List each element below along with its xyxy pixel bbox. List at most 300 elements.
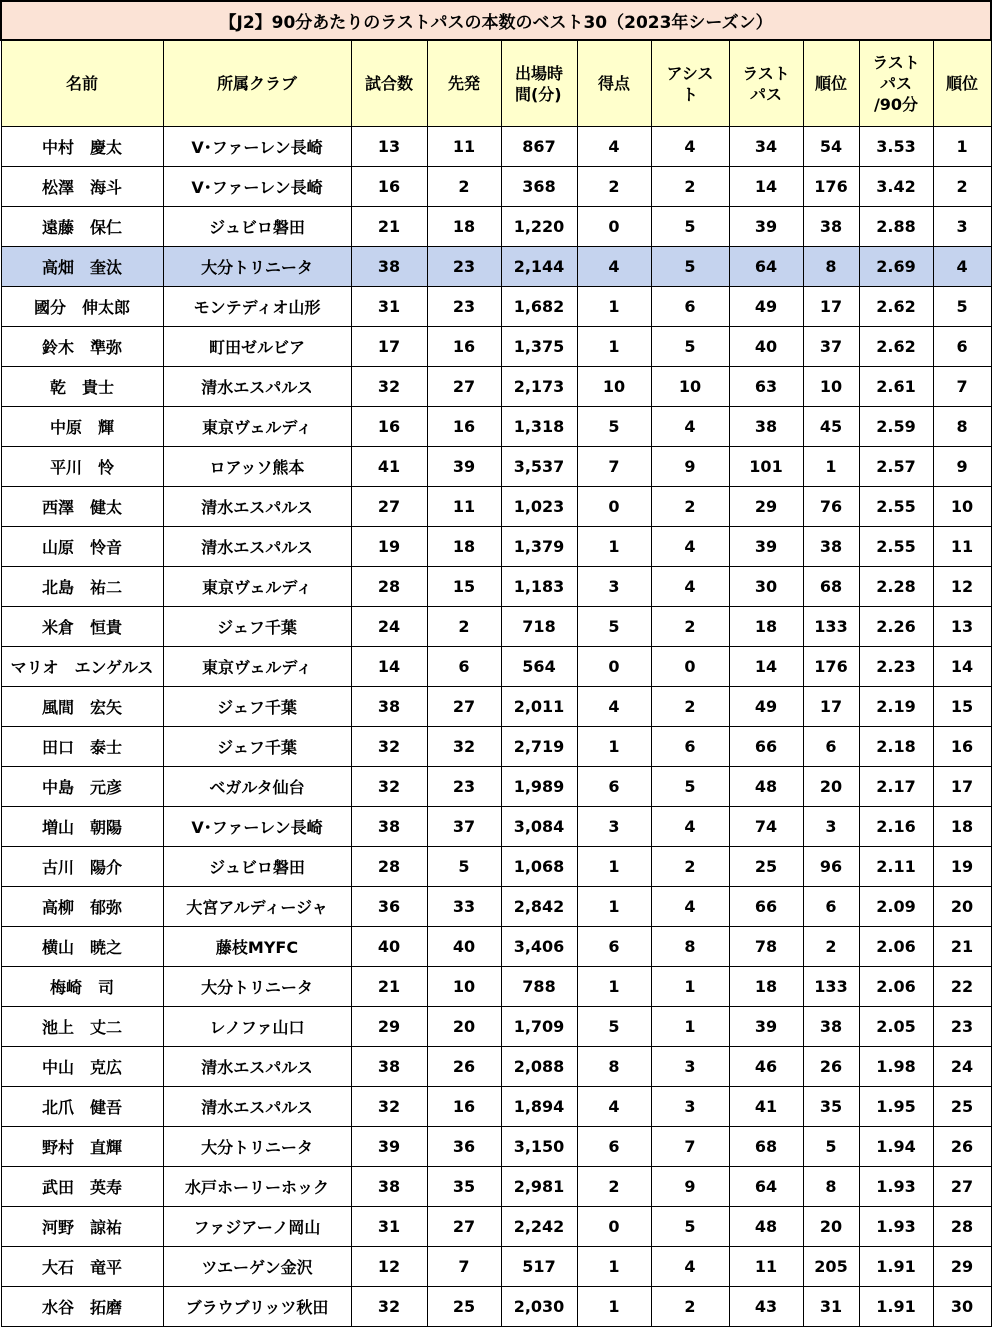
player-name: 國分 伸太郎 <box>1 287 163 327</box>
rank-cell: 6 <box>803 727 859 767</box>
lastpass-cell: 49 <box>729 687 803 727</box>
table-title: 【J2】90分あたりのラストパスの本数のベスト30（2023年シーズン） <box>1 1 991 40</box>
starts-cell: 15 <box>427 567 501 607</box>
starts-cell: 27 <box>427 687 501 727</box>
starts-cell: 10 <box>427 967 501 1007</box>
starts-cell: 23 <box>427 287 501 327</box>
table-row <box>1 367 991 407</box>
rank-cell: 38 <box>803 207 859 247</box>
lastpass-cell: 18 <box>729 967 803 1007</box>
minutes-cell: 1,183 <box>501 567 577 607</box>
rank-per90-cell: 16 <box>933 727 991 767</box>
goals-cell: 1 <box>577 887 651 927</box>
table-row <box>1 1007 991 1047</box>
goals-cell: 1 <box>577 727 651 767</box>
assists-cell: 5 <box>651 247 729 287</box>
player-name: 鈴木 準弥 <box>1 327 163 367</box>
rank-per90-cell: 12 <box>933 567 991 607</box>
goals-cell: 4 <box>577 127 651 167</box>
club-name: V･ファーレン長崎 <box>163 127 351 167</box>
club-name: ジェフ千葉 <box>163 687 351 727</box>
rank-per90-cell: 27 <box>933 1167 991 1207</box>
table-row <box>1 1207 991 1247</box>
matches-cell: 17 <box>351 327 427 367</box>
header-lastpass-per90: ラスト パス /90分 <box>859 40 933 127</box>
rank-per90-cell: 1 <box>933 127 991 167</box>
club-name: 大分トリニータ <box>163 247 351 287</box>
table-row <box>1 287 991 327</box>
player-name: 松澤 海斗 <box>1 167 163 207</box>
lastpass-per90-cell: 2.28 <box>859 567 933 607</box>
matches-cell: 32 <box>351 1287 427 1327</box>
rank-per90-cell: 6 <box>933 327 991 367</box>
rank-cell: 45 <box>803 407 859 447</box>
matches-cell: 32 <box>351 1087 427 1127</box>
table-row <box>1 487 991 527</box>
assists-cell: 5 <box>651 767 729 807</box>
rank-per90-cell: 29 <box>933 1247 991 1287</box>
player-name: 野村 直輝 <box>1 1127 163 1167</box>
starts-cell: 2 <box>427 167 501 207</box>
matches-cell: 32 <box>351 727 427 767</box>
club-name: ツエーゲン金沢 <box>163 1247 351 1287</box>
assists-cell: 2 <box>651 607 729 647</box>
player-name: 北島 祐二 <box>1 567 163 607</box>
rank-cell: 176 <box>803 167 859 207</box>
minutes-cell: 718 <box>501 607 577 647</box>
table-row <box>1 1167 991 1207</box>
lastpass-cell: 64 <box>729 1167 803 1207</box>
table-row <box>1 1247 991 1287</box>
header-row <box>1 40 991 127</box>
player-name: 高柳 郁弥 <box>1 887 163 927</box>
goals-cell: 0 <box>577 1207 651 1247</box>
starts-cell: 18 <box>427 207 501 247</box>
matches-cell: 32 <box>351 367 427 407</box>
lastpass-per90-cell: 2.11 <box>859 847 933 887</box>
goals-cell: 6 <box>577 927 651 967</box>
player-name: 中原 輝 <box>1 407 163 447</box>
starts-cell: 26 <box>427 1047 501 1087</box>
matches-cell: 27 <box>351 487 427 527</box>
matches-cell: 24 <box>351 607 427 647</box>
lastpass-cell: 29 <box>729 487 803 527</box>
table-row <box>1 167 991 207</box>
goals-cell: 0 <box>577 647 651 687</box>
assists-cell: 10 <box>651 367 729 407</box>
starts-cell: 25 <box>427 1287 501 1327</box>
rank-per90-cell: 30 <box>933 1287 991 1327</box>
club-name: 水戸ホーリーホック <box>163 1167 351 1207</box>
matches-cell: 38 <box>351 1047 427 1087</box>
minutes-cell: 564 <box>501 647 577 687</box>
lastpass-cell: 48 <box>729 1207 803 1247</box>
lastpass-cell: 40 <box>729 327 803 367</box>
goals-cell: 2 <box>577 1167 651 1207</box>
matches-cell: 21 <box>351 207 427 247</box>
table-row <box>1 567 991 607</box>
lastpass-cell: 18 <box>729 607 803 647</box>
club-name: ファジアーノ岡山 <box>163 1207 351 1247</box>
rank-cell: 37 <box>803 327 859 367</box>
club-name: モンテディオ山形 <box>163 287 351 327</box>
rank-cell: 68 <box>803 567 859 607</box>
minutes-cell: 1,220 <box>501 207 577 247</box>
player-name: 増山 朝陽 <box>1 807 163 847</box>
starts-cell: 7 <box>427 1247 501 1287</box>
player-name: 米倉 恒貴 <box>1 607 163 647</box>
player-name: 河野 諒祐 <box>1 1207 163 1247</box>
assists-cell: 2 <box>651 487 729 527</box>
minutes-cell: 2,011 <box>501 687 577 727</box>
lastpass-cell: 78 <box>729 927 803 967</box>
minutes-cell: 1,894 <box>501 1087 577 1127</box>
assists-cell: 4 <box>651 567 729 607</box>
minutes-cell: 788 <box>501 967 577 1007</box>
club-name: ジェフ千葉 <box>163 607 351 647</box>
minutes-cell: 1,682 <box>501 287 577 327</box>
goals-cell: 6 <box>577 767 651 807</box>
lastpass-per90-cell: 2.62 <box>859 327 933 367</box>
lastpass-per90-cell: 2.16 <box>859 807 933 847</box>
club-name: 藤枝MYFC <box>163 927 351 967</box>
matches-cell: 36 <box>351 887 427 927</box>
goals-cell: 3 <box>577 807 651 847</box>
header-matches: 試合数 <box>351 40 427 127</box>
assists-cell: 8 <box>651 927 729 967</box>
table-row <box>1 127 991 167</box>
lastpass-per90-cell: 2.62 <box>859 287 933 327</box>
rank-per90-cell: 26 <box>933 1127 991 1167</box>
starts-cell: 40 <box>427 927 501 967</box>
lastpass-per90-cell: 1.93 <box>859 1167 933 1207</box>
header-name: 名前 <box>1 40 163 127</box>
lastpass-per90-cell: 2.57 <box>859 447 933 487</box>
player-name: 乾 貴士 <box>1 367 163 407</box>
rank-cell: 20 <box>803 767 859 807</box>
club-name: ジュビロ磐田 <box>163 847 351 887</box>
matches-cell: 21 <box>351 967 427 1007</box>
table-row <box>1 247 991 287</box>
header-rank: 順位 <box>803 40 859 127</box>
player-name: 中山 克広 <box>1 1047 163 1087</box>
lastpass-per90-cell: 1.91 <box>859 1247 933 1287</box>
table-row <box>1 647 991 687</box>
lastpass-cell: 68 <box>729 1127 803 1167</box>
rank-cell: 205 <box>803 1247 859 1287</box>
minutes-cell: 2,088 <box>501 1047 577 1087</box>
player-name: 梅崎 司 <box>1 967 163 1007</box>
matches-cell: 12 <box>351 1247 427 1287</box>
assists-cell: 4 <box>651 527 729 567</box>
goals-cell: 5 <box>577 607 651 647</box>
club-name: 清水エスパルス <box>163 367 351 407</box>
player-name: 北爪 健吾 <box>1 1087 163 1127</box>
rank-per90-cell: 7 <box>933 367 991 407</box>
rank-per90-cell: 13 <box>933 607 991 647</box>
assists-cell: 5 <box>651 327 729 367</box>
lastpass-cell: 38 <box>729 407 803 447</box>
table-row <box>1 327 991 367</box>
assists-cell: 9 <box>651 447 729 487</box>
rank-per90-cell: 4 <box>933 247 991 287</box>
club-name: 東京ヴェルディ <box>163 567 351 607</box>
lastpass-cell: 46 <box>729 1047 803 1087</box>
rank-per90-cell: 19 <box>933 847 991 887</box>
assists-cell: 7 <box>651 1127 729 1167</box>
player-name: 田口 泰士 <box>1 727 163 767</box>
starts-cell: 23 <box>427 767 501 807</box>
matches-cell: 19 <box>351 527 427 567</box>
club-name: 大宮アルディージャ <box>163 887 351 927</box>
minutes-cell: 3,150 <box>501 1127 577 1167</box>
player-name: 中村 慶太 <box>1 127 163 167</box>
goals-cell: 1 <box>577 287 651 327</box>
rank-cell: 17 <box>803 687 859 727</box>
lastpass-per90-cell: 2.19 <box>859 687 933 727</box>
assists-cell: 4 <box>651 127 729 167</box>
assists-cell: 0 <box>651 647 729 687</box>
club-name: ベガルタ仙台 <box>163 767 351 807</box>
minutes-cell: 1,023 <box>501 487 577 527</box>
rank-cell: 76 <box>803 487 859 527</box>
lastpass-cell: 25 <box>729 847 803 887</box>
lastpass-per90-cell: 2.18 <box>859 727 933 767</box>
rank-cell: 26 <box>803 1047 859 1087</box>
goals-cell: 1 <box>577 527 651 567</box>
starts-cell: 32 <box>427 727 501 767</box>
matches-cell: 38 <box>351 247 427 287</box>
rank-cell: 96 <box>803 847 859 887</box>
lastpass-cell: 39 <box>729 527 803 567</box>
lastpass-cell: 30 <box>729 567 803 607</box>
club-name: 東京ヴェルディ <box>163 407 351 447</box>
assists-cell: 2 <box>651 847 729 887</box>
lastpass-cell: 14 <box>729 647 803 687</box>
lastpass-cell: 101 <box>729 447 803 487</box>
minutes-cell: 3,406 <box>501 927 577 967</box>
assists-cell: 2 <box>651 687 729 727</box>
minutes-cell: 2,030 <box>501 1287 577 1327</box>
goals-cell: 4 <box>577 247 651 287</box>
assists-cell: 9 <box>651 1167 729 1207</box>
club-name: 東京ヴェルディ <box>163 647 351 687</box>
goals-cell: 5 <box>577 407 651 447</box>
rank-cell: 5 <box>803 1127 859 1167</box>
matches-cell: 40 <box>351 927 427 967</box>
goals-cell: 1 <box>577 847 651 887</box>
starts-cell: 11 <box>427 127 501 167</box>
starts-cell: 33 <box>427 887 501 927</box>
lastpass-per90-cell: 2.61 <box>859 367 933 407</box>
rank-cell: 10 <box>803 367 859 407</box>
table-row <box>1 1087 991 1127</box>
rank-per90-cell: 8 <box>933 407 991 447</box>
minutes-cell: 867 <box>501 127 577 167</box>
player-name: 平川 怜 <box>1 447 163 487</box>
matches-cell: 39 <box>351 1127 427 1167</box>
lastpass-per90-cell: 2.69 <box>859 247 933 287</box>
starts-cell: 16 <box>427 1087 501 1127</box>
player-name: 武田 英寿 <box>1 1167 163 1207</box>
goals-cell: 1 <box>577 967 651 1007</box>
club-name: 清水エスパルス <box>163 1047 351 1087</box>
minutes-cell: 2,242 <box>501 1207 577 1247</box>
lastpass-cell: 66 <box>729 727 803 767</box>
lastpass-per90-cell: 1.94 <box>859 1127 933 1167</box>
minutes-cell: 2,173 <box>501 367 577 407</box>
lastpass-cell: 41 <box>729 1087 803 1127</box>
rank-per90-cell: 24 <box>933 1047 991 1087</box>
rank-per90-cell: 3 <box>933 207 991 247</box>
club-name: 清水エスパルス <box>163 527 351 567</box>
rank-per90-cell: 23 <box>933 1007 991 1047</box>
minutes-cell: 1,709 <box>501 1007 577 1047</box>
player-name: 池上 丈二 <box>1 1007 163 1047</box>
rank-cell: 3 <box>803 807 859 847</box>
minutes-cell: 3,084 <box>501 807 577 847</box>
rank-cell: 8 <box>803 247 859 287</box>
lastpass-per90-cell: 2.09 <box>859 887 933 927</box>
table-row <box>1 207 991 247</box>
lastpass-per90-cell: 2.23 <box>859 647 933 687</box>
table-row <box>1 1127 991 1167</box>
goals-cell: 7 <box>577 447 651 487</box>
rank-per90-cell: 5 <box>933 287 991 327</box>
player-name: マリオ エンゲルス <box>1 647 163 687</box>
starts-cell: 35 <box>427 1167 501 1207</box>
header-starts: 先発 <box>427 40 501 127</box>
minutes-cell: 368 <box>501 167 577 207</box>
player-name: 西澤 健太 <box>1 487 163 527</box>
club-name: 清水エスパルス <box>163 1087 351 1127</box>
starts-cell: 27 <box>427 1207 501 1247</box>
club-name: 町田ゼルビア <box>163 327 351 367</box>
club-name: 清水エスパルス <box>163 487 351 527</box>
player-name: 遠藤 保仁 <box>1 207 163 247</box>
rank-per90-cell: 11 <box>933 527 991 567</box>
matches-cell: 31 <box>351 1207 427 1247</box>
lastpass-cell: 48 <box>729 767 803 807</box>
assists-cell: 4 <box>651 407 729 447</box>
rank-cell: 38 <box>803 527 859 567</box>
player-name: 高畑 奎汰 <box>1 247 163 287</box>
header-goals: 得点 <box>577 40 651 127</box>
starts-cell: 37 <box>427 807 501 847</box>
lastpass-per90-cell: 2.88 <box>859 207 933 247</box>
starts-cell: 18 <box>427 527 501 567</box>
assists-cell: 4 <box>651 1247 729 1287</box>
goals-cell: 8 <box>577 1047 651 1087</box>
rank-per90-cell: 21 <box>933 927 991 967</box>
club-name: ジュビロ磐田 <box>163 207 351 247</box>
player-name: 横山 暁之 <box>1 927 163 967</box>
lastpass-per90-cell: 3.42 <box>859 167 933 207</box>
lastpass-per90-cell: 2.06 <box>859 927 933 967</box>
table-row <box>1 767 991 807</box>
rank-cell: 1 <box>803 447 859 487</box>
rank-per90-cell: 17 <box>933 767 991 807</box>
lastpass-cell: 11 <box>729 1247 803 1287</box>
goals-cell: 4 <box>577 1087 651 1127</box>
rank-cell: 20 <box>803 1207 859 1247</box>
lastpass-per90-cell: 2.59 <box>859 407 933 447</box>
minutes-cell: 2,719 <box>501 727 577 767</box>
rank-cell: 6 <box>803 887 859 927</box>
goals-cell: 4 <box>577 687 651 727</box>
lastpass-cell: 74 <box>729 807 803 847</box>
table-row <box>1 727 991 767</box>
goals-cell: 5 <box>577 1007 651 1047</box>
rank-cell: 2 <box>803 927 859 967</box>
goals-cell: 10 <box>577 367 651 407</box>
lastpass-cell: 43 <box>729 1287 803 1327</box>
rank-cell: 8 <box>803 1167 859 1207</box>
assists-cell: 4 <box>651 887 729 927</box>
table-row <box>1 407 991 447</box>
rank-per90-cell: 28 <box>933 1207 991 1247</box>
club-name: 大分トリニータ <box>163 967 351 1007</box>
assists-cell: 5 <box>651 1207 729 1247</box>
minutes-cell: 1,068 <box>501 847 577 887</box>
header-club: 所属クラブ <box>163 40 351 127</box>
starts-cell: 2 <box>427 607 501 647</box>
minutes-cell: 1,375 <box>501 327 577 367</box>
player-name: 風間 宏矢 <box>1 687 163 727</box>
table-row <box>1 807 991 847</box>
starts-cell: 16 <box>427 407 501 447</box>
table-row <box>1 1047 991 1087</box>
assists-cell: 4 <box>651 807 729 847</box>
rank-per90-cell: 18 <box>933 807 991 847</box>
rank-cell: 35 <box>803 1087 859 1127</box>
matches-cell: 32 <box>351 767 427 807</box>
matches-cell: 16 <box>351 407 427 447</box>
club-name: レノファ山口 <box>163 1007 351 1047</box>
starts-cell: 6 <box>427 647 501 687</box>
table-row <box>1 887 991 927</box>
assists-cell: 3 <box>651 1047 729 1087</box>
rank-per90-cell: 2 <box>933 167 991 207</box>
matches-cell: 14 <box>351 647 427 687</box>
minutes-cell: 3,537 <box>501 447 577 487</box>
starts-cell: 23 <box>427 247 501 287</box>
starts-cell: 36 <box>427 1127 501 1167</box>
lastpass-per90-cell: 2.26 <box>859 607 933 647</box>
table-row <box>1 967 991 1007</box>
goals-cell: 0 <box>577 487 651 527</box>
starts-cell: 16 <box>427 327 501 367</box>
matches-cell: 38 <box>351 807 427 847</box>
lastpass-per90-cell: 2.17 <box>859 767 933 807</box>
rank-per90-cell: 14 <box>933 647 991 687</box>
player-name: 中島 元彦 <box>1 767 163 807</box>
lastpass-per90-cell: 1.91 <box>859 1287 933 1327</box>
rank-cell: 176 <box>803 647 859 687</box>
starts-cell: 39 <box>427 447 501 487</box>
table-body <box>1 127 991 1327</box>
lastpass-cell: 63 <box>729 367 803 407</box>
table-row <box>1 527 991 567</box>
rank-per90-cell: 25 <box>933 1087 991 1127</box>
matches-cell: 13 <box>351 127 427 167</box>
lastpass-per90-cell: 3.53 <box>859 127 933 167</box>
assists-cell: 1 <box>651 1007 729 1047</box>
goals-cell: 6 <box>577 1127 651 1167</box>
rank-per90-cell: 15 <box>933 687 991 727</box>
header-assists: アシス ト <box>651 40 729 127</box>
lastpass-per90-cell: 2.55 <box>859 527 933 567</box>
